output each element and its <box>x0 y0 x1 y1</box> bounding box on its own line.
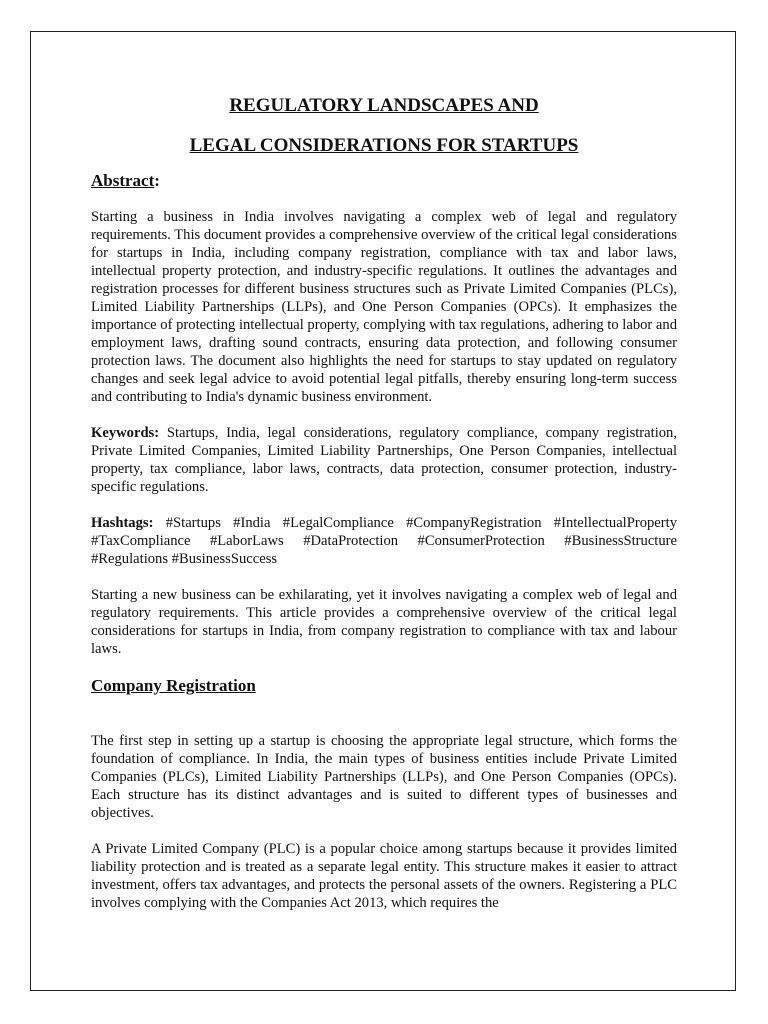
hashtags-paragraph <box>91 514 677 568</box>
company-registration-paragraph-2: A Private Limited Company (PLC) is a popular choice among startups because it provides limited liability protection and is treated as a separate legal entity. This structure makes it easier to attract investment, offers tax advantages, and protects the personal assets of the owners. Registering a PLC involves complying with the Companies Act 2013, which requires the <box>91 841 677 911</box>
document-title-line-2: LEGAL CONSIDERATIONS FOR STARTUPS <box>189 135 579 156</box>
hashtags-label: Hashtags: <box>91 515 154 531</box>
keywords-label: Keywords: <box>91 425 160 441</box>
company-registration-paragraph-1: The first step in setting up a startup is choosing the appropriate legal structure, which forms the foundation of compliance. In India, the main types of business entities include Private Limited Companies (PLCs), Limited Liability Partnerships (LLPs), and One Person Companies (OPCs). Each structure has its distinct advantages and is suited to different types of businesses and objectives. <box>91 733 677 821</box>
section-heading-text: Company Registration <box>91 676 256 695</box>
abstract-heading-colon: : <box>154 171 160 190</box>
hashtags-text: #Startups #India #LegalCompliance #CompanyRegistration #IntellectualProperty #TaxCompliance #LaborLaws #DataProtection #ConsumerProtection #BusinessStructure #Regulations #BusinessSuccess <box>91 515 677 567</box>
abstract-paragraph: Starting a business in India involves navigating a complex web of legal and regulatory requirements. This document provides a comprehensive overview of the critical legal considerations for startups in India, including company registration, compliance with tax and labor laws, intellectual property protection, and industry-specific regulations. It outlines the advantages and registration processes for different business structures such as Private Limited Companies (PLCs), Limited Liability Partnerships (LLPs), and One Person Companies (OPCs). It emphasizes the importance of protecting intellectual property, complying with tax regulations, adhering to labor and employment laws, drafting sound contracts, ensuring data protection, and following consumer protection laws. The document also highlights the need for startups to stay updated on regulatory changes and seek legal advice to avoid potential legal pitfalls, thereby ensuring long-term success and contributing to India's dynamic business environment. <box>91 209 677 405</box>
abstract-heading-text: Abstract <box>91 171 155 190</box>
keywords-text: Startups, India, legal considerations, regulatory compliance, company registration, Private Limited Companies, Limited Liability Partnerships, One Person Companies, intellectual property, tax compliance, labor laws, contracts, data protection, consumer protection, industry-specific regulations. <box>91 425 677 495</box>
document-body <box>91 95 677 912</box>
intro-paragraph: Starting a new business can be exhilarating, yet it involves navigating a complex web of legal and regulatory requirements. This article provides a comprehensive overview of the critical legal considerations for startups in India, from company registration to compliance with tax and labour laws. <box>91 587 677 657</box>
section-heading-company-registration <box>91 676 677 696</box>
keywords-paragraph <box>91 424 677 496</box>
abstract-heading <box>91 171 677 191</box>
document-title-line-1: REGULATORY LANDSCAPES AND <box>229 95 539 116</box>
